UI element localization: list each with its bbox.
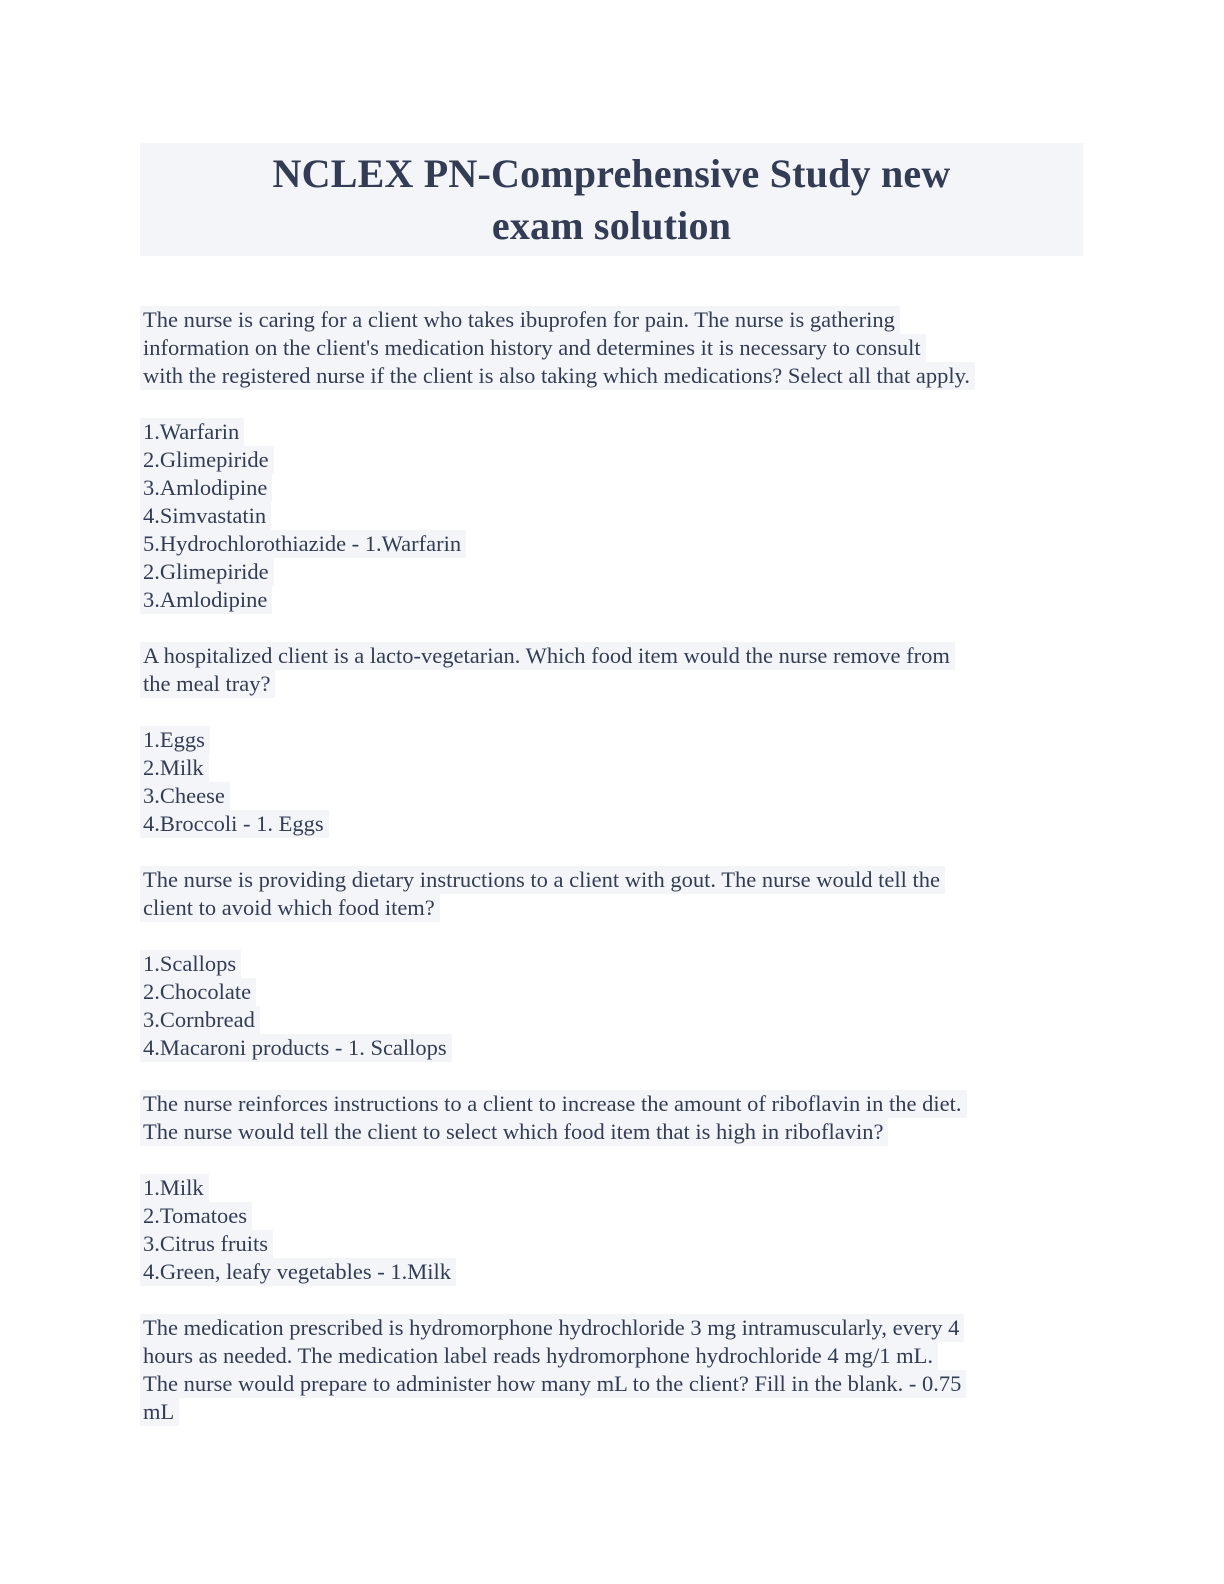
question-text: with the registered nurse if the client is also taking which medications? Select all that apply. (140, 362, 975, 390)
answer-option: 1.Warfarin (140, 418, 244, 446)
question-text-line (140, 894, 1083, 922)
answer-option-line (140, 474, 1083, 502)
blank-line (140, 1062, 1083, 1090)
title-banner (140, 143, 1083, 256)
answer-option-line (140, 1258, 1083, 1286)
question-text-block (140, 642, 1083, 698)
answer-option: 1.Milk (140, 1174, 209, 1202)
answer-option: 1.Scallops (140, 950, 241, 978)
question-text-block (140, 1090, 1083, 1146)
answer-options-block (140, 950, 1083, 1062)
answer-option-line (140, 446, 1083, 474)
answer-option-line (140, 1006, 1083, 1034)
question-text: hours as needed. The medication label reads hydromorphone hydrochloride 4 mg/1 mL. (140, 1342, 938, 1370)
answer-option: 5.Hydrochlorothiazide - 1.Warfarin (140, 530, 466, 558)
answer-option: 3.Citrus fruits (140, 1230, 273, 1258)
answer-option-line (140, 782, 1083, 810)
question-text: The nurse would tell the client to select which food item that is high in riboflavin? (140, 1118, 888, 1146)
blank-line (140, 838, 1083, 866)
question-block (140, 1314, 1083, 1426)
question-text: The nurse reinforces instructions to a client to increase the amount of riboflavin in the diet. (140, 1090, 967, 1118)
question-text-line (140, 866, 1083, 894)
blank-line (140, 1146, 1083, 1174)
answer-option: 1.Eggs (140, 726, 210, 754)
question-block (140, 1090, 1083, 1314)
question-text-line (140, 362, 1083, 390)
answer-option-line (140, 418, 1083, 446)
question-block (140, 642, 1083, 866)
page-title-line: exam solution (491, 203, 732, 248)
answer-option: 3.Amlodipine (140, 474, 272, 502)
blank-line (140, 698, 1083, 726)
question-text-block (140, 866, 1083, 922)
question-text-line (140, 1118, 1083, 1146)
answer-option-line (140, 978, 1083, 1006)
answer-options-block (140, 726, 1083, 838)
answer-option: 4.Broccoli - 1. Eggs (140, 810, 329, 838)
answer-option: 3.Cheese (140, 782, 230, 810)
questions (140, 306, 1083, 1426)
answer-option-line (140, 1034, 1083, 1062)
question-text-line (140, 306, 1083, 334)
answer-option-line (140, 530, 1083, 558)
document-page (140, 143, 1083, 1426)
question-block (140, 866, 1083, 1090)
answer-option: 2.Milk (140, 754, 209, 782)
question-text: The nurse is providing dietary instructions to a client with gout. The nurse would tell the (140, 866, 945, 894)
question-text-line (140, 334, 1083, 362)
answer-option-line (140, 586, 1083, 614)
answer-option-line (140, 1230, 1083, 1258)
answer-option: 2.Glimepiride (140, 446, 274, 474)
question-text: client to avoid which food item? (140, 894, 440, 922)
question-text-block (140, 1314, 1083, 1426)
answer-option: 2.Tomatoes (140, 1202, 252, 1230)
answer-option: 4.Macaroni products - 1. Scallops (140, 1034, 452, 1062)
answer-options-block (140, 1174, 1083, 1286)
blank-line (140, 390, 1083, 418)
question-text: information on the client's medication history and determines it is necessary to consult (140, 334, 926, 362)
question-text-line (140, 1398, 1083, 1426)
answer-option-line (140, 810, 1083, 838)
answer-option-line (140, 1174, 1083, 1202)
answer-option: 2.Chocolate (140, 978, 256, 1006)
question-text-block (140, 306, 1083, 390)
answer-option-line (140, 558, 1083, 586)
question-text: A hospitalized client is a lacto-vegetarian. Which food item would the nurse remove from (140, 642, 955, 670)
title-gap (140, 256, 1083, 306)
answer-option: 2.Glimepiride (140, 558, 274, 586)
question-text: mL (140, 1398, 179, 1426)
question-text-line (140, 642, 1083, 670)
question-text: The nurse is caring for a client who takes ibuprofen for pain. The nurse is gathering (140, 306, 900, 334)
answer-option-line (140, 502, 1083, 530)
question-text: The medication prescribed is hydromorphone hydrochloride 3 mg intramuscularly, every 4 (140, 1314, 964, 1342)
answer-option-line (140, 726, 1083, 754)
question-text: The nurse would prepare to administer how many mL to the client? Fill in the blank. - 0.75 (140, 1370, 966, 1398)
question-text-line (140, 1314, 1083, 1342)
answer-options-block (140, 418, 1083, 614)
blank-line (140, 1286, 1083, 1314)
question-text-line (140, 670, 1083, 698)
answer-option: 4.Simvastatin (140, 502, 271, 530)
answer-option-line (140, 754, 1083, 782)
answer-option-line (140, 950, 1083, 978)
question-text-line (140, 1090, 1083, 1118)
blank-line (140, 922, 1083, 950)
question-block (140, 306, 1083, 642)
blank-line (140, 614, 1083, 642)
answer-option: 4.Green, leafy vegetables - 1.Milk (140, 1258, 456, 1286)
question-text-line (140, 1342, 1083, 1370)
answer-option-line (140, 1202, 1083, 1230)
question-text-line (140, 1370, 1083, 1398)
page-title-line: NCLEX PN-Comprehensive Study new (272, 151, 951, 196)
answer-option: 3.Amlodipine (140, 586, 272, 614)
question-text: the meal tray? (140, 670, 275, 698)
answer-option: 3.Cornbread (140, 1006, 260, 1034)
